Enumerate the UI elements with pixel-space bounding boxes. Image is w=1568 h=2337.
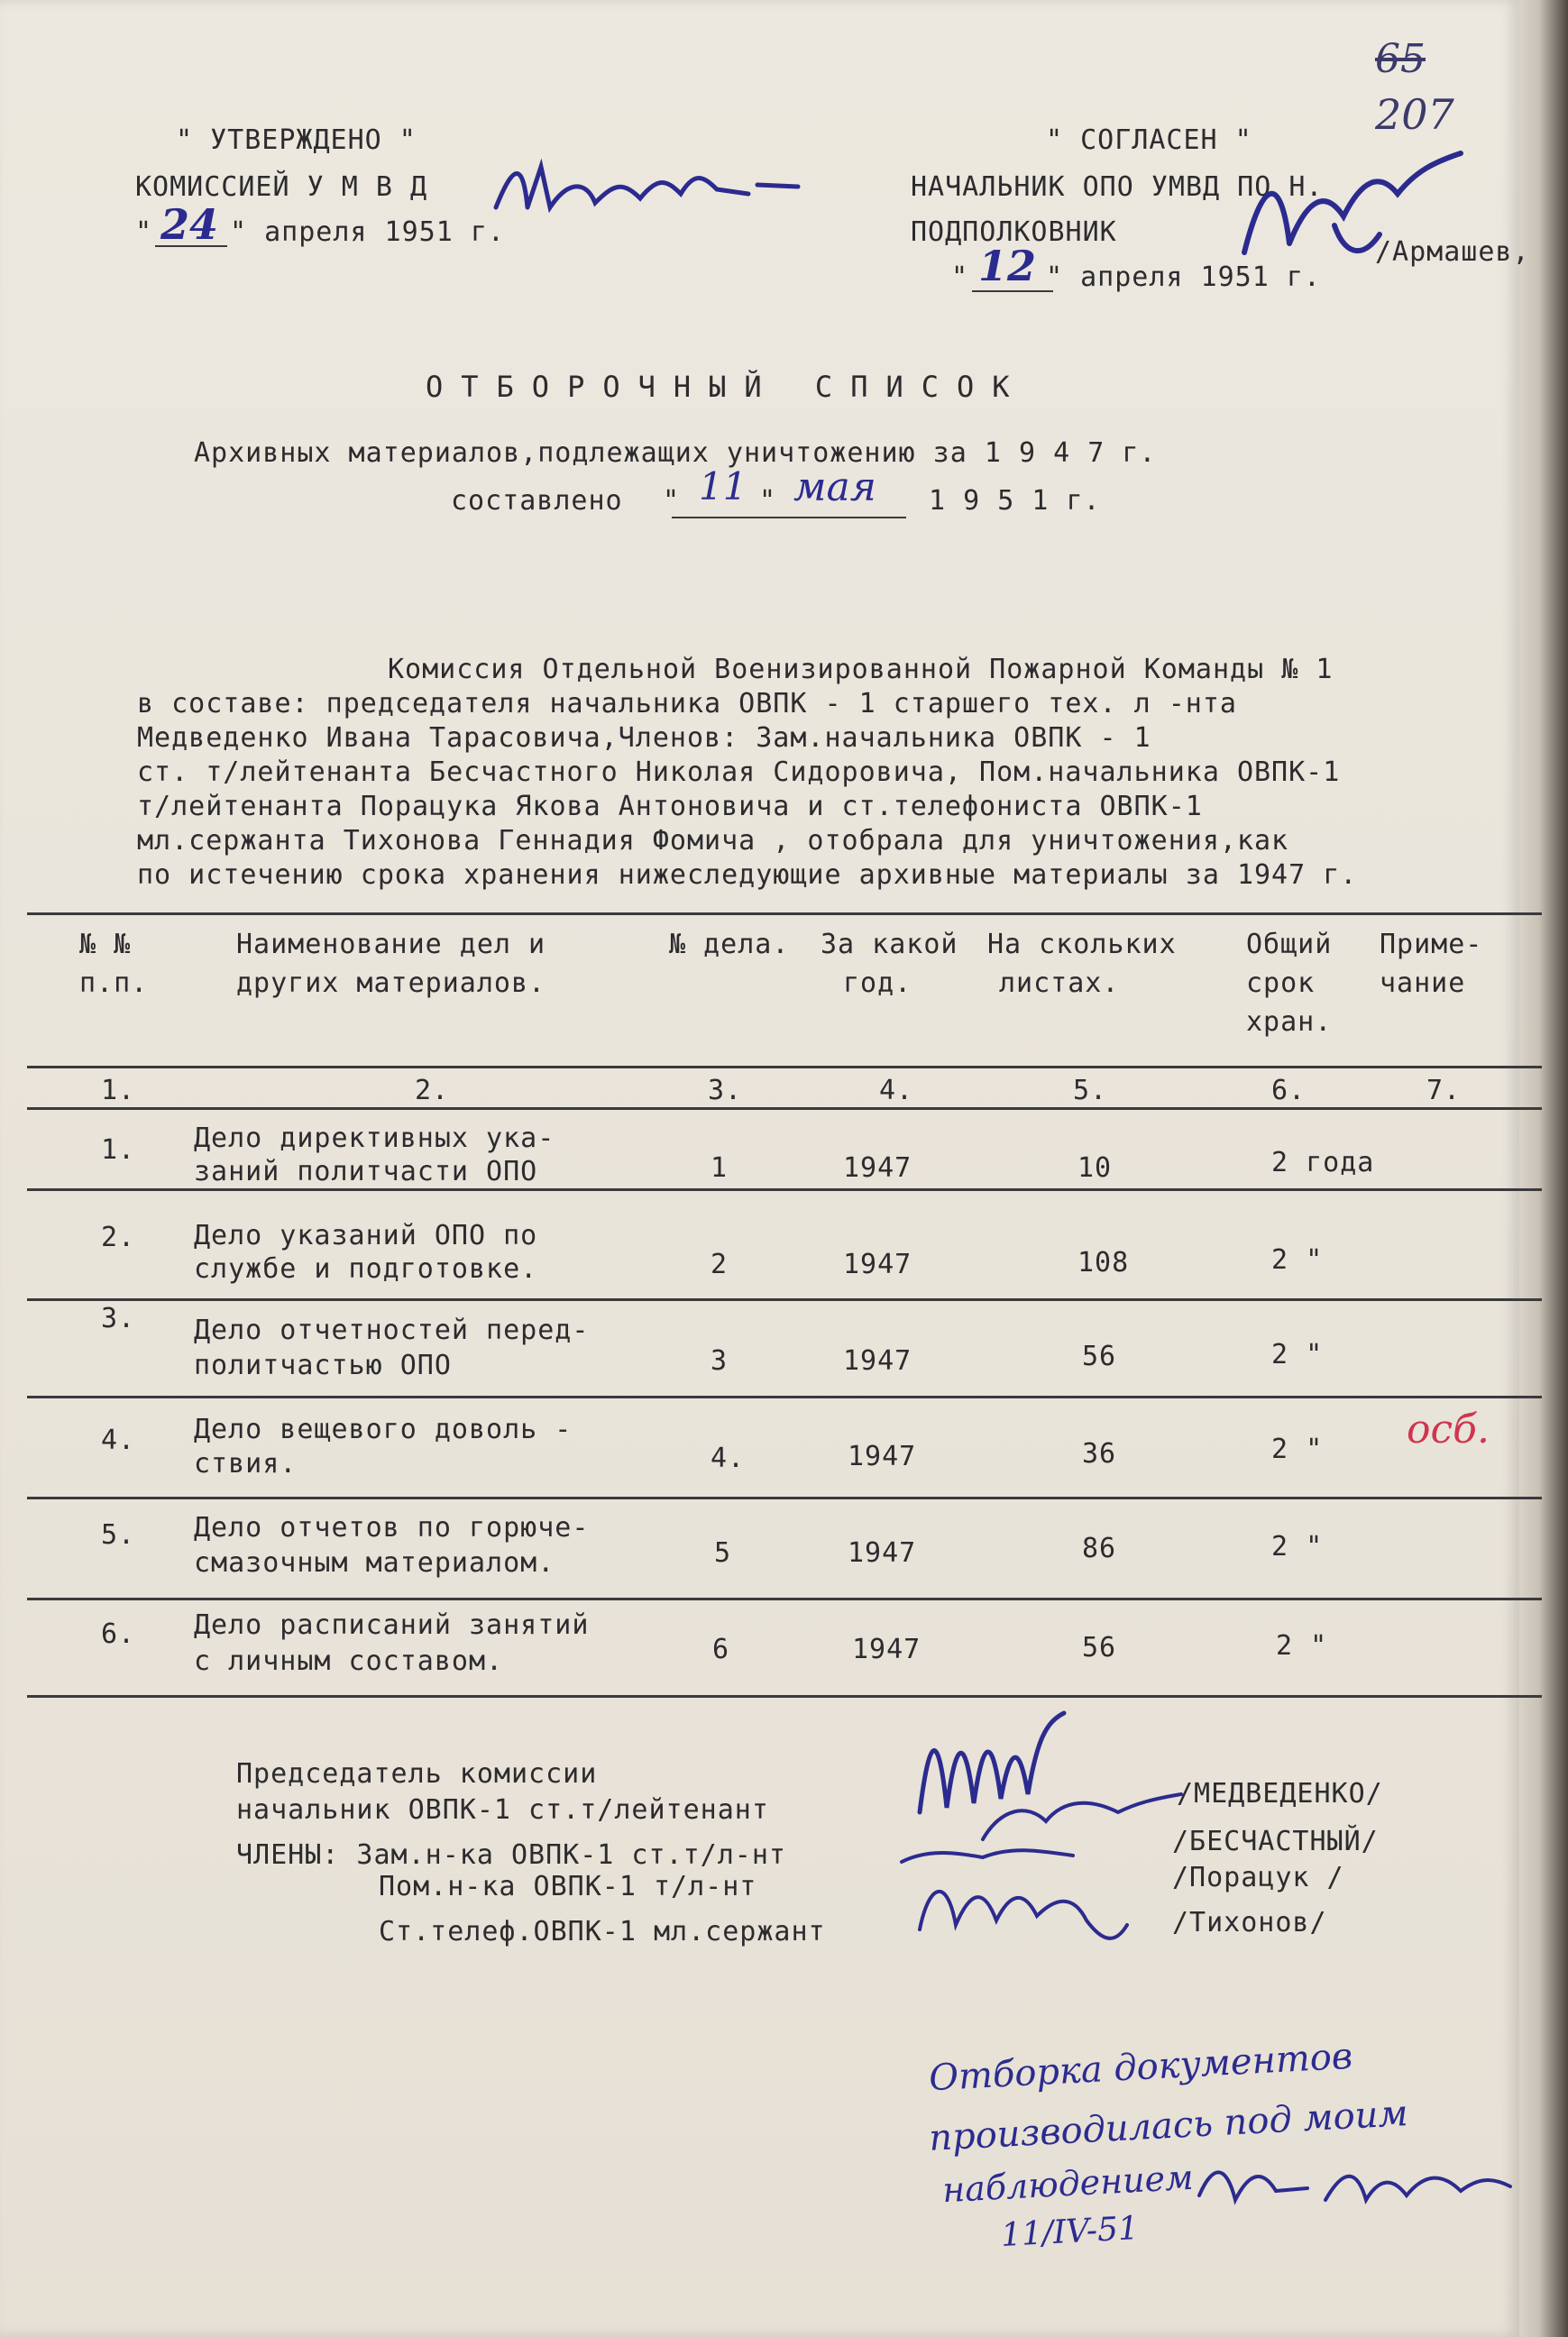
header-sheets-l1: На скольких — [987, 929, 1177, 960]
header-name-l1: Наименование дел и — [236, 929, 546, 960]
row-name-l2: ствия. — [194, 1448, 298, 1480]
row-case: 2 — [711, 1249, 729, 1280]
header-year-l1: За какой — [821, 929, 958, 960]
row-year: 1947 — [843, 1345, 912, 1377]
table-bottom-rule — [27, 1695, 1542, 1698]
intro-line-2: в составе: председателя начальника ОВПК - 1 старшего тех. л -нта — [137, 688, 1237, 719]
colnum-3: 3. — [708, 1075, 743, 1106]
approved-day: 24 — [160, 200, 219, 249]
intro-line-5: т/лейтенанта Порацука Якова Антоновича и ст.телефониста ОВПК-1 — [137, 791, 1203, 822]
member2-name: /Порацук / — [1172, 1862, 1344, 1893]
approved-line3: " апреля 1951 г. — [230, 216, 505, 248]
row-number: 6. — [101, 1618, 136, 1650]
row-case: 6 — [712, 1634, 730, 1665]
row-year: 1947 — [848, 1441, 917, 1472]
row-term: 2 " — [1271, 1434, 1324, 1465]
intro-line-4: ст. т/лейтенанта Бесчастного Николая Сидоровича, Пом.начальника ОВПК-1 — [137, 756, 1341, 788]
row-case: 1 — [711, 1152, 729, 1184]
row-number: 1. — [101, 1134, 136, 1166]
row-name-l1: Дело вещевого доволь - — [194, 1414, 573, 1445]
note-line3: наблюдением — [941, 2157, 1195, 2211]
row-sheets: 86 — [1082, 1533, 1117, 1564]
page-number-top: 65 — [1375, 36, 1426, 82]
row-name-l1: Дело отчетностей перед- — [194, 1315, 590, 1346]
intro-line-3: Медведенко Ивана Тарасовича,Членов: Зам.начальника ОВПК - 1 — [137, 722, 1151, 754]
compiled-day: 11 — [699, 464, 747, 509]
row-name-l1: Дело указаний ОПО по — [194, 1220, 538, 1251]
row-year: 1947 — [852, 1634, 922, 1665]
header-term-l3: хран. — [1246, 1006, 1333, 1038]
row-name-l2: службе и подготовке. — [194, 1253, 538, 1285]
row-number: 5. — [101, 1519, 136, 1551]
agreed-name: /Армашев, — [1375, 236, 1530, 268]
row-term: 2 " — [1271, 1339, 1324, 1370]
header-sheets-l2: листах. — [999, 967, 1120, 999]
row-year: 1947 — [843, 1249, 912, 1280]
header-year-l2: год. — [843, 967, 912, 999]
agreed-line3: ПОДПОЛКОВНИК — [911, 216, 1117, 248]
note-date: 11/IV-51 — [1000, 2210, 1140, 2254]
agreed-line2: НАЧАЛЬНИК ОПО УМВД ПО Н. — [911, 171, 1324, 203]
row-rule — [27, 1598, 1542, 1600]
chair-line2: начальник ОВПК-1 ст.т/лейтенант — [236, 1794, 769, 1826]
row-rule — [27, 1497, 1542, 1499]
member1-name: /БЕСЧАСТНЫЙ/ — [1172, 1826, 1379, 1857]
agreed-signature — [1226, 144, 1497, 280]
colnum-bottom-rule — [27, 1107, 1542, 1110]
members-line3: Ст.телеф.ОВПК-1 мл.сержант — [379, 1916, 826, 1948]
approved-quote: " — [135, 216, 153, 248]
colnum-6: 6. — [1271, 1075, 1307, 1106]
intro-line-1: Комиссия Отдельной Военизированной Пожарной Команды № 1 — [388, 654, 1334, 685]
intro-line-6: мл.сержанта Тихонова Геннадия Фомича , отобрала для уничтожения,как — [137, 825, 1289, 857]
compiled-quote-close: " — [759, 485, 777, 517]
row-rule — [27, 1396, 1542, 1398]
row-name-l2: смазочным материалом. — [194, 1547, 555, 1579]
header-case: № дела. — [669, 929, 790, 960]
row-name-l2: с личным составом. — [194, 1645, 504, 1677]
row-note-stamp: осб. — [1407, 1407, 1490, 1453]
page-number-second: 207 — [1375, 90, 1454, 139]
header-note-l2: чание — [1380, 967, 1466, 999]
header-note-l1: Приме- — [1380, 929, 1483, 960]
approved-line1: " УТВЕРЖДЕНО " — [176, 124, 417, 156]
row-sheets: 36 — [1082, 1438, 1117, 1470]
row-rule — [27, 1188, 1542, 1191]
handwritten-signatures — [893, 1704, 1190, 1975]
row-sheets: 56 — [1082, 1341, 1117, 1372]
row-rule — [27, 1298, 1542, 1301]
row-sheets: 10 — [1077, 1152, 1113, 1184]
colnum-5: 5. — [1073, 1075, 1108, 1106]
colnum-1: 1. — [101, 1075, 136, 1106]
document-title: ОТБОРОЧНЫЙ СПИСОК — [426, 370, 1028, 404]
row-sheets: 108 — [1077, 1247, 1130, 1278]
row-number: 2. — [101, 1222, 136, 1253]
header-num-l2: п.п. — [79, 967, 149, 999]
row-term: 2 года — [1271, 1147, 1375, 1178]
chair-name: /МЕДВЕДЕНКО/ — [1177, 1778, 1383, 1810]
row-number: 4. — [101, 1425, 136, 1456]
members-line2: Пом.н-ка ОВПК-1 т/л-нт — [379, 1871, 757, 1902]
approved-line2: КОМИССИЕЙ У М В Д — [135, 171, 428, 203]
agreed-line1: " СОГЛАСЕН " — [1046, 124, 1252, 156]
header-term-l1: Общий — [1246, 929, 1333, 960]
colnum-2: 2. — [415, 1075, 450, 1106]
row-name-l1: Дело отчетов по горюче- — [194, 1512, 590, 1544]
compiled-quote-open: " — [663, 485, 681, 517]
note-line1: Отборка документов — [928, 2035, 1354, 2100]
row-name-l2: политчастью ОПО — [194, 1350, 452, 1381]
members-line1: ЧЛЕНЫ: Зам.н-ка ОВПК-1 ст.т/л-нт — [236, 1839, 786, 1871]
agreed-day-underline — [972, 290, 1053, 292]
agreed-line4: " апреля 1951 г. — [1046, 261, 1321, 293]
document-subtitle: Архивных материалов,подлежащих уничтожению за 1 9 4 7 г. — [194, 437, 1157, 469]
row-case: 4. — [711, 1443, 746, 1474]
member3-name: /Тихонов/ — [1172, 1907, 1327, 1938]
compiled-month: мая — [793, 464, 876, 510]
compiled-label: составлено — [451, 485, 623, 517]
row-term: 2 " — [1271, 1531, 1324, 1563]
note-line2: производилась под моим — [928, 2093, 1409, 2159]
header-bottom-rule — [27, 1066, 1542, 1068]
compiled-year: 1 9 5 1 г. — [929, 485, 1101, 517]
row-case: 5 — [714, 1537, 732, 1569]
row-year: 1947 — [843, 1152, 912, 1184]
colnum-4: 4. — [879, 1075, 914, 1106]
note-signature — [1190, 2150, 1515, 2222]
header-name-l2: других материалов. — [236, 967, 546, 999]
table-top-rule — [27, 912, 1542, 915]
row-sheets: 56 — [1082, 1632, 1117, 1663]
row-case: 3 — [711, 1345, 729, 1377]
row-term: 2 " — [1276, 1630, 1328, 1662]
header-num-l1: № № — [79, 929, 132, 960]
agreed-quote: " — [951, 261, 969, 293]
row-name-l1: Дело директивных ука- — [194, 1123, 555, 1154]
chair-line1: Председатель комиссии — [236, 1758, 598, 1790]
row-year: 1947 — [848, 1537, 917, 1569]
row-name-l2: заний политчасти ОПО — [194, 1156, 538, 1187]
compiled-underline — [672, 517, 906, 518]
intro-line-7: по истечению срока хранения нижеследующие архивные материалы за 1947 г. — [137, 859, 1358, 891]
approved-signature — [487, 144, 802, 234]
header-term-l2: срок — [1246, 967, 1316, 999]
colnum-7: 7. — [1426, 1075, 1462, 1106]
row-number: 3. — [101, 1303, 136, 1334]
page-edge — [1519, 0, 1568, 2337]
agreed-day: 12 — [978, 242, 1037, 290]
row-term: 2 " — [1271, 1244, 1324, 1276]
row-name-l1: Дело расписаний занятий — [194, 1609, 590, 1641]
approved-day-underline — [155, 245, 227, 247]
